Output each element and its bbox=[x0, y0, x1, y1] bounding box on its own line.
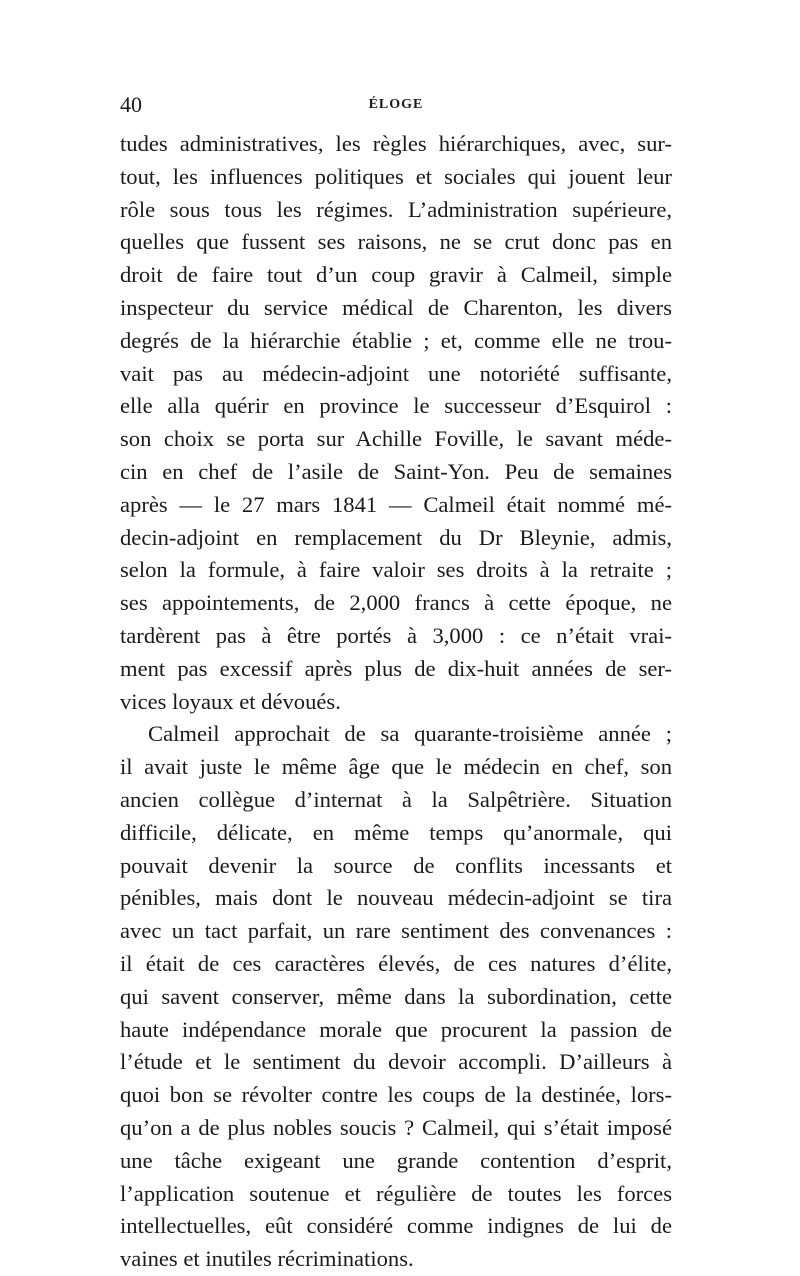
text-line: selon la formule, à faire valoir ses droits à la retraite ; bbox=[120, 557, 672, 583]
text-line: avec un tact parfait, un rare sentiment des convenances : bbox=[120, 918, 672, 944]
body-text bbox=[120, 128, 672, 1276]
text-line: il avait juste le même âge que le médecin en chef, son bbox=[120, 754, 672, 780]
text-line: l’application soutenue et régulière de toutes les forces bbox=[120, 1180, 672, 1206]
page-number: 40 bbox=[120, 92, 142, 117]
text-line: l’étude et le sentiment du devoir accompli. D’ailleurs à bbox=[120, 1049, 672, 1075]
paragraph-end-line: vices loyaux et dévoués. bbox=[120, 688, 341, 714]
text-line: ses appointements, de 2,000 francs à cette époque, ne bbox=[120, 590, 672, 616]
text-line: difficile, délicate, en même temps qu’anormale, qui bbox=[120, 819, 672, 845]
text-line: il était de ces caractères élevés, de ces natures d’élite, bbox=[120, 950, 672, 976]
text-line: rôle sous tous les régimes. L’administration supérieure, bbox=[120, 196, 672, 222]
text-line: pénibles, mais dont le nouveau médecin-adjoint se tira bbox=[120, 885, 672, 911]
running-title: ÉLOGE bbox=[368, 97, 424, 112]
text-line: ment pas excessif après plus de dix-huit années de ser- bbox=[120, 655, 672, 681]
text-line: une tâche exigeant une grande contention d’esprit, bbox=[120, 1147, 672, 1173]
page-header bbox=[120, 92, 672, 116]
text-line: ancien collègue d’internat à la Salpêtrière. Situation bbox=[120, 786, 672, 812]
paragraph-end-line: vaines et inutiles récriminations. bbox=[120, 1246, 414, 1272]
paragraph-start-line: Calmeil approchait de sa quarante-troisième année ; bbox=[148, 721, 672, 747]
text-line: haute indépendance morale que procurent la passion de bbox=[120, 1016, 672, 1042]
text-line: elle alla quérir en province le successeur d’Esquirol : bbox=[120, 393, 672, 419]
text-line: quelles que fussent ses raisons, ne se crut donc pas en bbox=[120, 229, 672, 255]
text-line: qu’on a de plus nobles soucis ? Calmeil, qui s’était imposé bbox=[120, 1114, 672, 1140]
text-line: cin en chef de l’asile de Saint-Yon. Peu de semaines bbox=[120, 458, 672, 484]
text-line: quoi bon se révolter contre les coups de la destinée, lors- bbox=[120, 1082, 672, 1108]
text-line: après — le 27 mars 1841 — Calmeil était nommé mé- bbox=[120, 491, 672, 517]
text-line: tudes administratives, les règles hiérarchiques, avec, sur- bbox=[120, 131, 672, 156]
text-line: pouvait devenir la source de conflits incessants et bbox=[120, 852, 672, 878]
text-line: intellectuelles, eût considéré comme indignes de lui de bbox=[120, 1213, 672, 1239]
text-line: tout, les influences politiques et sociales qui jouent leur bbox=[120, 163, 672, 189]
text-line: qui savent conserver, même dans la subordination, cette bbox=[120, 983, 672, 1009]
text-line: vait pas au médecin-adjoint une notoriété suffisante, bbox=[120, 360, 672, 386]
text-line: son choix se porta sur Achille Foville, le savant méde- bbox=[120, 426, 672, 452]
text-line: tardèrent pas à être portés à 3,000 : ce n’était vrai- bbox=[120, 622, 672, 648]
text-line: decin-adjoint en remplacement du Dr Bleynie, admis, bbox=[120, 524, 672, 550]
text-line: degrés de la hiérarchie établie ; et, comme elle ne trou- bbox=[120, 327, 672, 353]
text-line: droit de faire tout d’un coup gravir à Calmeil, simple bbox=[120, 262, 672, 288]
text-line: inspecteur du service médical de Charenton, les divers bbox=[120, 294, 672, 320]
